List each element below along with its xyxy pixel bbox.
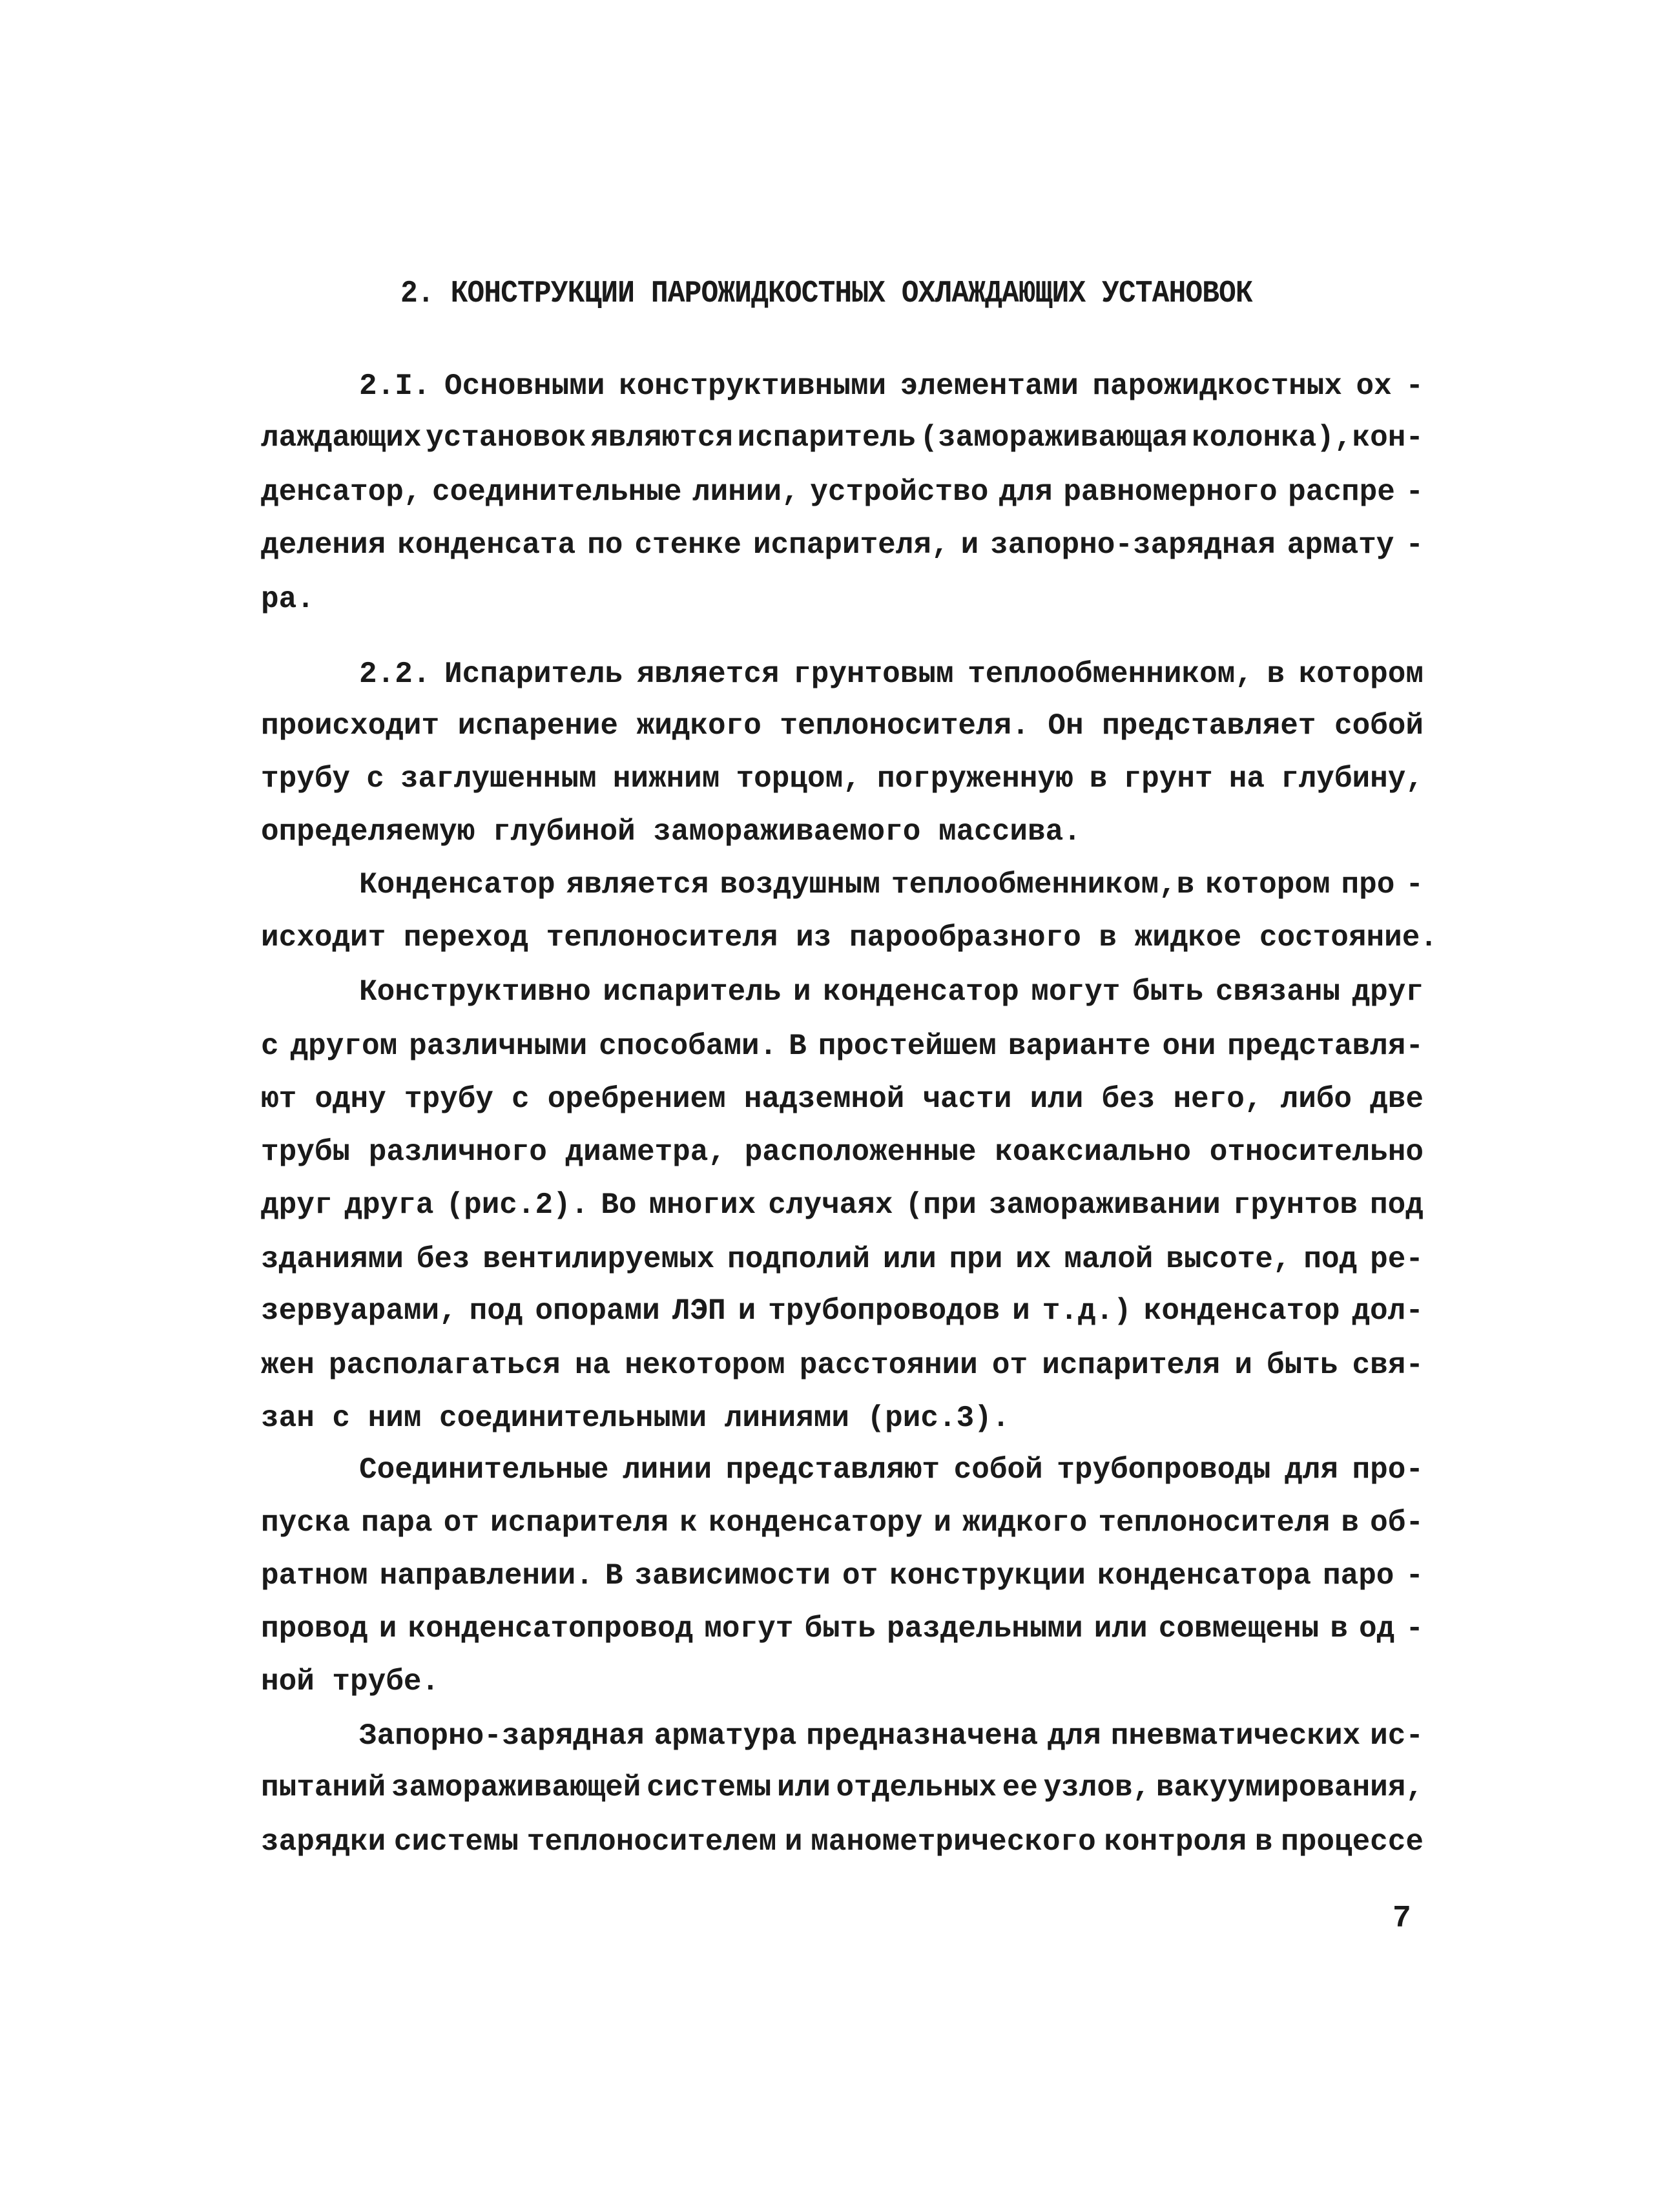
text-line: 2.I. Основными конструктивными элементами парожидкостных ох - [359, 369, 1424, 403]
text-line: провод и конденсатопровод могут быть раздельными или совмещены в од - [261, 1612, 1424, 1646]
text-line: зервуарами, под опорами ЛЭП и трубопроводов и т.д.) конденсатор дол- [261, 1294, 1424, 1328]
text-line: происходит испарение жидкого теплоносителя. Он представляет собой [261, 709, 1424, 743]
text-line: ют одну трубу с оребрением надземной части или без него, либо две [261, 1082, 1424, 1116]
text-line: ной трубе. [261, 1665, 440, 1699]
text-line: трубы различного диаметра, расположенные коаксиально относительно [261, 1135, 1424, 1169]
text-line: денсатор, соединительные линии, устройство для равномерного распре - [261, 475, 1424, 509]
text-line: трубу с заглушенным нижним торцом, погруженную в грунт на глубину, [261, 762, 1424, 796]
text-line: определяемую глубиной замораживаемого массива. [261, 815, 1081, 849]
text-line: Конденсатор является воздушным теплообменником,в котором про - [359, 868, 1424, 902]
text-line: Соединительные линии представляют собой трубопроводы для про- [359, 1453, 1424, 1487]
text-line: жен располагаться на некотором расстоянии от испарителя и быть свя- [261, 1349, 1424, 1382]
text-line: зан с ним соединительными линиями (рис.3). [261, 1401, 1010, 1435]
text-line: деления конденсата по стенке испарителя, и запорно-зарядная армату - [261, 528, 1424, 562]
text-line: пытаний замораживающей системы или отдельных ее узлов, вакуумирования, [261, 1771, 1424, 1804]
text-line: лаждающих установок являются испаритель (замораживающая колонка),кон- [261, 421, 1424, 455]
page-number: 7 [1393, 1901, 1411, 1936]
text-line: 2.2. Испаритель является грунтовым теплообменником, в котором [359, 657, 1424, 691]
section-title: 2. КОНСТРУКЦИИ ПАРОЖИДКОСТНЫХ ОХЛАЖДАЮЩИХ УСТАНОВОК [400, 276, 1252, 311]
text-line: ратном направлении. В зависимости от конструкции конденсатора паро - [261, 1559, 1424, 1593]
text-line: зарядки системы теплоносителем и манометрического контроля в процессе [261, 1825, 1424, 1859]
text-line: Конструктивно испаритель и конденсатор могут быть связаны друг [359, 975, 1424, 1009]
text-line: ра. [261, 583, 315, 616]
text-line: друг друга (рис.2). Во многих случаях (при замораживании грунтов под [261, 1188, 1424, 1222]
text-line: Запорно-зарядная арматура предназначена для пневматических ис- [359, 1719, 1424, 1753]
text-line: зданиями без вентилируемых подполий или при их малой высоте, под ре- [261, 1243, 1424, 1276]
text-line: с другом различными способами. В простейшем варианте они представля- [261, 1029, 1424, 1063]
text-line: пуска пара от испарителя к конденсатору и жидкого теплоносителя в об- [261, 1506, 1424, 1540]
text-line: исходит переход теплоносителя из парообразного в жидкое состояние. [261, 921, 1438, 955]
